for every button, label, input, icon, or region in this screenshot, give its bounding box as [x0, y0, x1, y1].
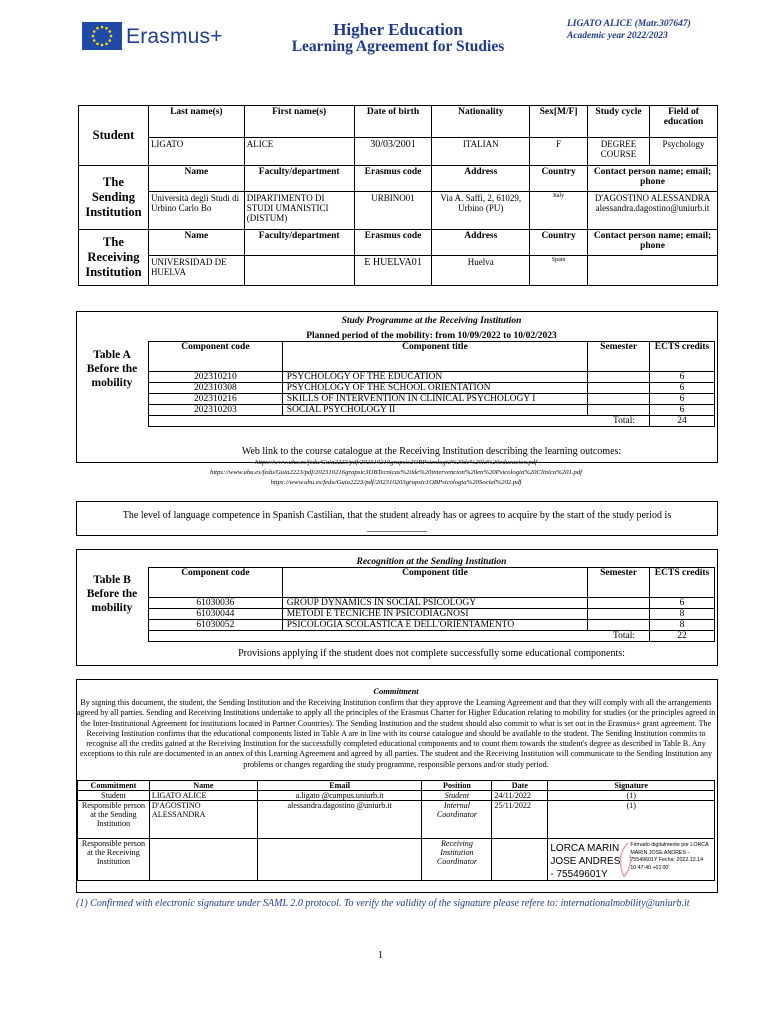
- table-a-ects: 6: [650, 405, 715, 416]
- table-a-code: 202310308: [149, 383, 283, 394]
- table-b-header-code: Component code: [149, 568, 283, 598]
- commit-date: 24/11/2022: [492, 791, 548, 801]
- commit-position: Internal Coordinator: [422, 801, 492, 839]
- sending-institution-label: The Sending Institution: [79, 166, 149, 230]
- document-title-line1: Higher Education: [333, 20, 463, 39]
- academic-year: Academic year 2022/2023: [567, 31, 668, 41]
- table-b-title: Recognition at the Sending Institution: [356, 557, 507, 567]
- commit-email: alessandra.dagostino @uniurb.it: [257, 801, 422, 839]
- student-date-of-birth: 30/03/2001: [354, 138, 432, 166]
- header-sex: Sex[M/F]: [530, 106, 588, 138]
- commitment-table: [77, 780, 715, 881]
- table-a-semester: [588, 394, 650, 405]
- table-b-code: 61030044: [149, 609, 283, 620]
- student-field: Psychology: [650, 138, 718, 166]
- sending-country: Italy: [530, 192, 588, 230]
- table-a-period: Planned period of the mobility: from 10/09/2022 to 10/02/2023: [306, 331, 557, 341]
- table-b-header-title: Component title: [282, 568, 587, 598]
- receiving-contact: [588, 256, 718, 286]
- table-a-header-semester: Semester: [588, 342, 650, 372]
- receiving-header-erasmus-code: Erasmus code: [354, 230, 432, 256]
- table-a: [148, 341, 715, 427]
- table-a-header-code: Component code: [149, 342, 283, 372]
- commit-role: Responsible person at the Sending Institution: [78, 801, 150, 839]
- student-last-name: LIGATO: [148, 138, 244, 166]
- commit-header-position: Position: [422, 781, 492, 791]
- table-a-total: 24: [650, 416, 715, 427]
- student-reference: LIGATO ALICE (Matr.307647): [567, 19, 691, 29]
- table-row: [149, 394, 715, 405]
- commit-name: D'AGOSTINO ALESSANDRA: [149, 801, 257, 839]
- receiving-country: Spain: [530, 256, 588, 286]
- table-b-title-cell: METODI E TECNICHE IN PSICODIAGNOSI: [282, 609, 587, 620]
- course-catalogue-link[interactable]: https://www.uhu.es/fedu/Guia2223/pdf/202310216grapsic3OBTecnicas%20de%20intervencion%20en%20Psicologia%20Clinica%201.pdf: [209, 469, 583, 476]
- receiving-name: UNIVERSIDAD DE HUELVA: [148, 256, 244, 286]
- table-row: [149, 609, 715, 620]
- table-row: [78, 791, 715, 801]
- table-b-label: Table B Before the mobility: [86, 574, 138, 614]
- commitment-text: By signing this document, the student, the Sending Institution and the Receiving Institution confirm that they approve the Learning Agreement and that they will comply with all the arrangements agreed by all parties. Sending and Receiving Institutions undertake to apply all the principles of the Erasmus Charter for Higher Education relating to mobility for studies (or the principles agreed in the Inter-Institutional Agreement for institutions located in Partner Countries). The Sending Institution and the student should also commit to what is set out in the Erasmus+ grant agreement. The Receiving Institution confirms that the educational components listed in Table A are in line with its course catalogue and should be available to the student. The Sending Institution commits to recognise all the credits gained at the Receiving Institution for the successfully completed educational components and to count them towards the student's degree as described in Table B. Any exceptions to this rule are documented in an annex of this Learning Agreement and agreed by all parties. The student and the Receiving Institution will communicate to the Sending Institution any problems or changes regarding the study programme, responsible persons and/or study period.: [76, 698, 716, 769]
- student-study-cycle: DEGREE COURSE: [588, 138, 650, 166]
- sending-faculty: DIPARTIMENTO DI STUDI UMANISTICI (DISTUM): [244, 192, 354, 230]
- language-statement: [92, 510, 702, 534]
- footnote: (1) Confirmed with electronic signature under SAML 2.0 protocol. To verify the validity of the signature please refere to: internationalmobility@uniurb.it: [76, 898, 690, 909]
- header-study-cycle: Study cycle: [588, 106, 650, 138]
- sending-header-address: Address: [432, 166, 530, 192]
- table-row: [149, 372, 715, 383]
- commit-position: Student: [422, 791, 492, 801]
- table-b-ects: 6: [650, 598, 715, 609]
- page-number: 1: [378, 950, 383, 961]
- course-catalogue-link[interactable]: https://www.uhu.es/fedu/Guia2223/pdf/202310203grapsic1OBPsicologia%20Social%202.pdf: [270, 479, 522, 486]
- table-a-ects: 6: [650, 383, 715, 394]
- table-a-code: 202310210: [149, 372, 283, 383]
- receiving-erasmus-code: E HUELVA01: [354, 256, 432, 286]
- language-text: The level of language competence in Spanish Castilian, that the student already has or agrees to acquire by the start of the study period is: [122, 510, 672, 521]
- table-a-ects: 6: [650, 372, 715, 383]
- commit-email: [257, 839, 422, 881]
- header-nationality: Nationality: [432, 106, 530, 138]
- sending-erasmus-code: URBINO01: [354, 192, 432, 230]
- table-row: [149, 598, 715, 609]
- eu-flag-icon: [82, 22, 122, 50]
- sending-header-erasmus-code: Erasmus code: [354, 166, 432, 192]
- table-a-semester: [588, 405, 650, 416]
- table-a-ects: 6: [650, 394, 715, 405]
- student-institution-table: [78, 105, 718, 286]
- receiving-header-name: Name: [148, 230, 244, 256]
- header-field-of-education: Field of education: [650, 106, 718, 138]
- table-b-title-cell: PSICOLOGIA SCOLASTICA E DELL'ORIENTAMENTO: [282, 620, 587, 631]
- table-row: [78, 839, 715, 881]
- student-first-name: ALICE: [244, 138, 354, 166]
- table-a-title-cell: SKILLS OF INTERVENTION IN CLINICAL PSYCHOLOGY I: [282, 394, 587, 405]
- table-a-header-title: Component title: [282, 342, 587, 372]
- weblink-label: Web link to the course catalogue at the Receiving Institution describing the learning outcomes:: [241, 446, 622, 457]
- table-b-code: 61030052: [149, 620, 283, 631]
- table-row: [78, 801, 715, 839]
- header-last-name: Last name(s): [148, 106, 244, 138]
- digital-signature-name: LORCA MARIN JOSE ANDRES - 75549601Y: [550, 843, 621, 880]
- sending-contact: D'AGOSTINO ALESSANDRA alessandra.dagostino@uniurb.it: [588, 192, 718, 230]
- sending-header-faculty: Faculty/department: [244, 166, 354, 192]
- commit-header-date: Date: [492, 781, 548, 791]
- commit-signature: (1): [548, 801, 715, 839]
- student-nationality: ITALIAN: [432, 138, 530, 166]
- commit-header-commitment: Commitment: [78, 781, 150, 791]
- table-b-semester: [588, 609, 650, 620]
- sending-address: Via A. Saffi, 2, 61029, Urbino (PU): [432, 192, 530, 230]
- commit-signature: (1): [548, 791, 715, 801]
- table-a-title-cell: SOCIAL PSYCHOLOGY II: [282, 405, 587, 416]
- table-b-code: 61030036: [149, 598, 283, 609]
- table-a-total-label: Total:: [149, 416, 650, 427]
- table-a-semester: [588, 383, 650, 394]
- commit-name: [149, 839, 257, 881]
- table-a-code: 202310203: [149, 405, 283, 416]
- header-date-of-birth: Date of birth: [354, 106, 432, 138]
- commit-email: a.ligato @campus.uniurb.it: [257, 791, 422, 801]
- table-a-header-ects: ECTS credits: [650, 342, 715, 372]
- table-b-ects: 8: [650, 620, 715, 631]
- table-b-semester: [588, 598, 650, 609]
- sending-header-name: Name: [148, 166, 244, 192]
- table-row: [149, 383, 715, 394]
- table-b-ects: 8: [650, 609, 715, 620]
- receiving-header-address: Address: [432, 230, 530, 256]
- table-b-semester: [588, 620, 650, 631]
- commit-header-name: Name: [149, 781, 257, 791]
- erasmus-logo-text: Erasmus+: [126, 25, 223, 48]
- commit-position: Receiving Institution Coordinator: [422, 839, 492, 881]
- table-b-title-cell: GROUP DYNAMICS IN SOCIAL PSICOLOGY: [282, 598, 587, 609]
- table-b: [148, 567, 715, 642]
- commit-role: Student: [78, 791, 150, 801]
- commit-date: 25/11/2022: [492, 801, 548, 839]
- digital-signature-note: Firmado digitalmente por LORCA MARIN JOSE ANDRES - 75549601Y Fecha: 2022.12.14 10:47:40 +01'00': [630, 842, 709, 871]
- student-sex: F: [530, 138, 588, 166]
- table-a-semester: [588, 372, 650, 383]
- receiving-header-contact: Contact person name; email; phone: [588, 230, 718, 256]
- table-a-code: 202310216: [149, 394, 283, 405]
- receiving-address: Huelva: [432, 256, 530, 286]
- table-a-title: Study Programme at the Receiving Institution: [341, 316, 522, 326]
- receiving-header-country: Country: [530, 230, 588, 256]
- commit-header-email: Email: [257, 781, 422, 791]
- receiving-header-faculty: Faculty/department: [244, 230, 354, 256]
- receiving-institution-label: The Receiving Institution: [79, 230, 149, 286]
- provisions-text: Provisions applying if the student does not complete successfully some educational components:: [238, 648, 625, 659]
- table-row: [149, 620, 715, 631]
- digital-signature-cell: [548, 839, 715, 881]
- commit-name: LIGATO ALICE: [149, 791, 257, 801]
- table-a-title-cell: PSYCHOLOGY OF THE EDUCATION: [282, 372, 587, 383]
- header-first-name: First name(s): [244, 106, 354, 138]
- sending-header-country: Country: [530, 166, 588, 192]
- commitment-title: Commitment: [373, 686, 419, 696]
- table-a-label: Table A Before the mobility: [86, 349, 138, 389]
- table-a-title-cell: PSYCHOLOGY OF THE SCHOOL ORIENTATION: [282, 383, 587, 394]
- course-catalogue-link[interactable]: https://www.uhu.es/fedu/Guia2223/pdf/202310210grapsic2OBPsicologia%20de%20la%20educacion.pdf: [254, 459, 538, 466]
- commit-header-signature: Signature: [548, 781, 715, 791]
- student-label: Student: [79, 106, 149, 166]
- commit-role: Responsible person at the Receiving Institution: [78, 839, 150, 881]
- table-b-total-label: Total:: [149, 631, 650, 642]
- document-title-line2: Learning Agreement for Studies: [291, 38, 505, 55]
- table-row: [149, 405, 715, 416]
- commit-date: [492, 839, 548, 881]
- language-level-blank: ____________: [367, 522, 427, 533]
- sending-name: Università degli Studi di Urbino Carlo Bo: [148, 192, 244, 230]
- table-b-total: 22: [650, 631, 715, 642]
- receiving-faculty: [244, 256, 354, 286]
- table-b-header-ects: ECTS credits: [650, 568, 715, 598]
- table-b-header-semester: Semester: [588, 568, 650, 598]
- sending-header-contact: Contact person name; email; phone: [588, 166, 718, 192]
